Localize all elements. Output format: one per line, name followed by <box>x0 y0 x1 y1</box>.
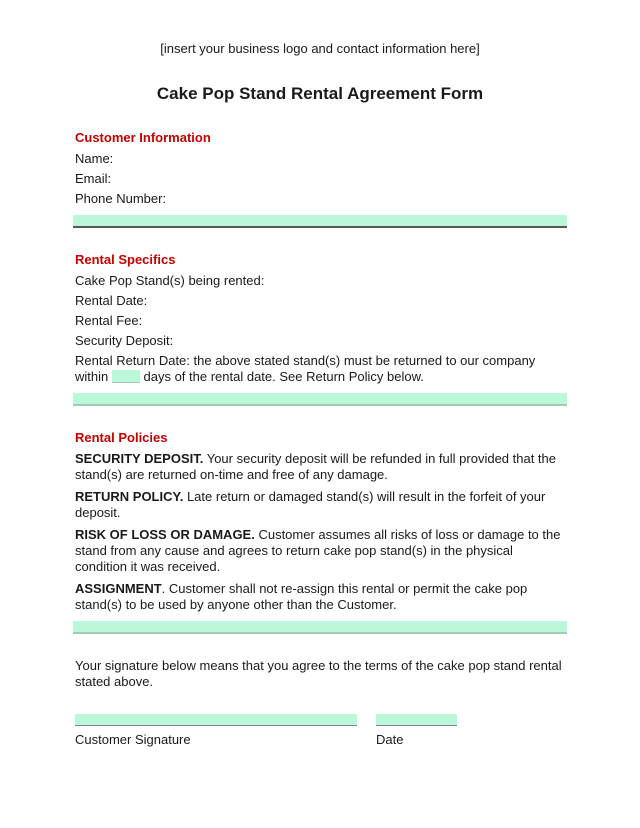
policy-text: . Customer shall not re-assign this rental or permit the cake pop stand(s) to be used by anyone other than the Customer. <box>75 581 528 612</box>
policy-term: RETURN POLICY. <box>75 489 184 504</box>
signature-row <box>75 714 567 762</box>
policy-term: ASSIGNMENT <box>75 581 162 596</box>
email-field[interactable]: Email: <box>75 171 112 186</box>
page-title: Cake Pop Stand Rental Agreement Form <box>156 84 484 103</box>
section-divider <box>73 621 567 634</box>
header-placeholder: [insert your business logo and contact information here] <box>160 41 480 56</box>
stand-field[interactable]: Cake Pop Stand(s) being rented: <box>75 273 265 288</box>
rental-date-field[interactable]: Rental Date: <box>75 293 148 308</box>
return-days-text: days of the rental date. See Return Policy below. <box>143 369 424 384</box>
policy-text: Customer assumes all risks of loss or damage to the stand from any cause and agrees to return cake pop stand(s) in the physical condition it was received. <box>75 527 561 574</box>
return-days-input[interactable] <box>112 370 140 383</box>
policies-heading: Rental Policies <box>75 430 168 445</box>
date-label: Date <box>376 732 404 747</box>
customer-signature-label: Customer Signature <box>75 732 191 747</box>
section-divider <box>73 215 567 228</box>
return-date-paragraph <box>75 353 567 385</box>
customer-section <box>75 130 567 762</box>
policy-return <box>75 489 567 521</box>
policy-text: Late return or damaged stand(s) will result in the forfeit of your deposit. <box>75 489 546 520</box>
policy-term: RISK OF LOSS OR DAMAGE. <box>75 527 255 542</box>
phone-field[interactable]: Phone Number: <box>75 191 167 206</box>
name-field[interactable]: Name: <box>75 151 114 166</box>
date-input[interactable] <box>376 714 457 726</box>
agreement-text: Your signature below means that you agree to the terms of the cake pop stand rental stated above. <box>75 658 562 689</box>
policy-text: Your security deposit will be refunded in full provided that the stand(s) are returned on-time and free of any damage. <box>75 451 557 482</box>
return-date-line1: Rental Return Date: the above stated stand(s) must be returned to our company within <box>75 353 536 384</box>
policy-term: SECURITY DEPOSIT. <box>75 451 204 466</box>
section-divider <box>73 393 567 406</box>
policy-security-deposit <box>75 451 567 483</box>
customer-signature-input[interactable] <box>75 714 357 726</box>
rental-heading: Rental Specifics <box>75 252 176 267</box>
policy-assignment <box>75 581 567 613</box>
policy-risk <box>75 527 567 575</box>
customer-heading: Customer Information <box>75 130 211 145</box>
deposit-field[interactable]: Security Deposit: <box>75 333 174 348</box>
rental-fee-field[interactable]: Rental Fee: <box>75 313 143 328</box>
